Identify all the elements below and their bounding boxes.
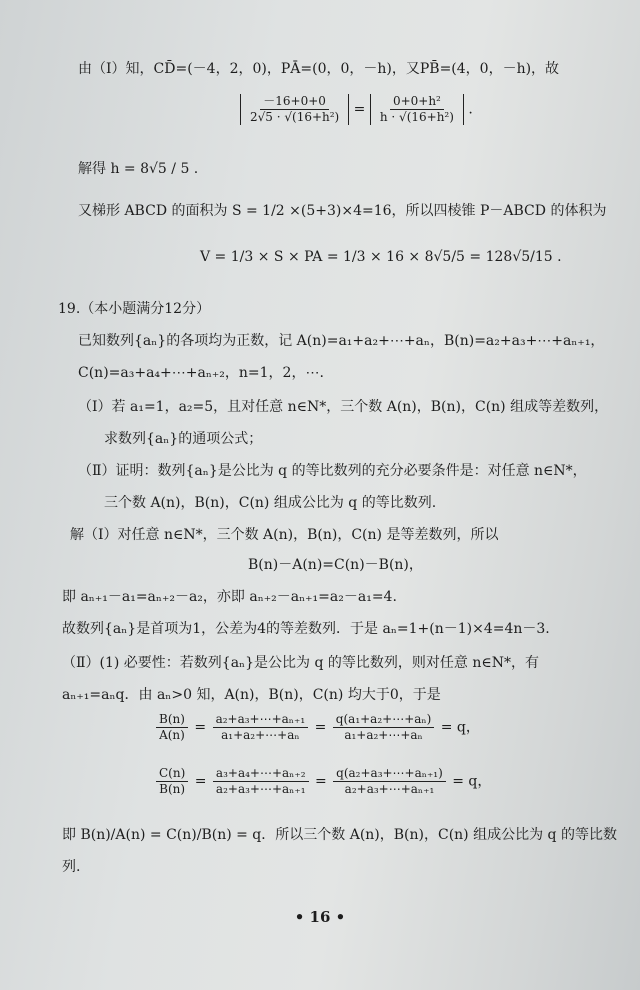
formula-volume: V = 1/3 × S × PA = 1/3 × 16 × 8√5/5 = 128√5/15 . (200, 249, 562, 265)
bleed-through-shadow (430, 100, 610, 360)
formula-fraction-num: q(a₂+a₃+⋯+aₙ₊₁) (333, 766, 446, 782)
text-line-12: 三个数 A(n)，B(n)，C(n) 组成公比为 q 的等比数列. (104, 495, 437, 511)
formula-fraction-den: B(n) (159, 782, 186, 796)
text-line-10: 求数列{aₙ}的通项公式； (104, 431, 263, 447)
formula-fraction-den: h · √(16+h²) (379, 110, 454, 124)
text-line-18: aₙ₊₁=aₙq．由 aₙ>0 知，A(n)，B(n)，C(n) 均大于0，于是 (62, 687, 441, 703)
problem-19-header: 19.（本小题满分12分） (58, 301, 211, 317)
text-line-17: （Ⅱ）(1) 必要性：若数列{aₙ}是公比为 q 的等比数列，则对任意 n∈N*，有 (62, 655, 539, 671)
formula-fraction-den: a₂+a₃+⋯+aₙ₊₁ (344, 782, 435, 796)
text-line-16: 故数列{aₙ}是首项为1，公差为4的等差数列．于是 aₙ=1+(n－1)×4=4n－3. (62, 621, 550, 637)
formula-fraction-num: 0+0+h² (390, 94, 444, 110)
text-line-22: 列. (62, 859, 81, 875)
text-line-11: （Ⅱ）证明：数列{aₙ}是公比为 q 的等比数列的充分必要条件是：对任意 n∈N*， (78, 463, 587, 479)
formula-fraction-num: C(n) (156, 766, 188, 782)
formula-fraction-den: a₁+a₂+⋯+aₙ (221, 728, 300, 742)
formula-fraction-num: －16+0+0 (260, 94, 329, 110)
formula-fraction-den: a₁+a₂+⋯+aₙ (344, 728, 423, 742)
page-number: • 16 • (294, 908, 346, 926)
text-line-3: 解得 h = 8√5 / 5 . (78, 161, 199, 177)
formula-tail: = q， (452, 773, 492, 790)
formula-fraction-den: A(n) (159, 728, 185, 742)
text-line-9: （Ⅰ）若 a₁=1，a₂=5，且对任意 n∈N*，三个数 A(n)，B(n)，C(n) 组成等差数列， (78, 399, 609, 415)
formula-ratio-C-over-B: $\frac{C(n)}{B(n)}$ = $\frac{\text{a₃+a₄+⋯+aₙ₊₂}}{\text{a₂+a₃+⋯+aₙ₊₁}}$ = $\frac{\text{q(a₂+a₃+⋯+aₙ₊₁)}}{\text{a₂+a₃+⋯+aₙ₊₁}}$ = q， (154, 766, 491, 797)
formula-fraction-num: B(n) (156, 712, 188, 728)
text-line-4: 又梯形 ABCD 的面积为 S = 1/2 ×(5+3)×4=16，所以四棱锥 P－ABCD 的体积为 (78, 203, 607, 219)
formula-fraction-den: 2√5 · √(16+h²) (250, 110, 340, 124)
text-line-21: 即 B(n)/A(n) = C(n)/B(n) = q．所以三个数 A(n)，B(n)，C(n) 组成公比为 q 的等比数 (62, 827, 617, 843)
formula-fraction-num: a₃+a₄+⋯+aₙ₊₂ (213, 766, 309, 782)
formula-tail: = q， (440, 719, 480, 736)
text-line-8: C(n)=a₃+a₄+⋯+aₙ₊₂，n=1，2，⋯. (78, 365, 324, 381)
formula-fraction-num: a₂+a₃+⋯+aₙ₊₁ (213, 712, 309, 728)
text-line-1: 由（Ⅰ）知，CD̄=(－4，2，0)，PĀ=(0，0，－h)，又PB̄=(4，0，－h)，故 (78, 61, 560, 77)
text-line-7: 已知数列{aₙ}的各项均为正数，记 A(n)=a₁+a₂+⋯+aₙ，B(n)=a₂+a₃+⋯+aₙ₊₁， (78, 333, 605, 349)
formula-cos-equation: $\frac{-16+0+0}{\text{2√5 · √(16+h²)}}$ = $\frac{\text{0+0+h²}}{\text{h · √(16+h²)}}$ . (240, 94, 473, 125)
formula-difference: B(n)－A(n)=C(n)－B(n)， (248, 557, 423, 573)
solution-line-13: 解（Ⅰ）对任意 n∈N*，三个数 A(n)，B(n)，C(n) 是等差数列，所以 (70, 527, 499, 543)
formula-fraction-den: a₂+a₃+⋯+aₙ₊₁ (215, 782, 306, 796)
formula-fraction-num: q(a₁+a₂+⋯+aₙ) (333, 712, 434, 728)
formula-ratio-B-over-A: $\frac{B(n)}{A(n)}$ = $\frac{\text{a₂+a₃+⋯+aₙ₊₁}}{\text{a₁+a₂+⋯+aₙ}}$ = $\frac{\text{q(a₁+a₂+⋯+aₙ)}}{\text{a₁+a₂+⋯+aₙ}}$ = q， (154, 712, 480, 743)
text-line-15: 即 aₙ₊₁－a₁=aₙ₊₂－a₂，亦即 aₙ₊₂－aₙ₊₁=a₂－a₁=4. (62, 589, 397, 605)
